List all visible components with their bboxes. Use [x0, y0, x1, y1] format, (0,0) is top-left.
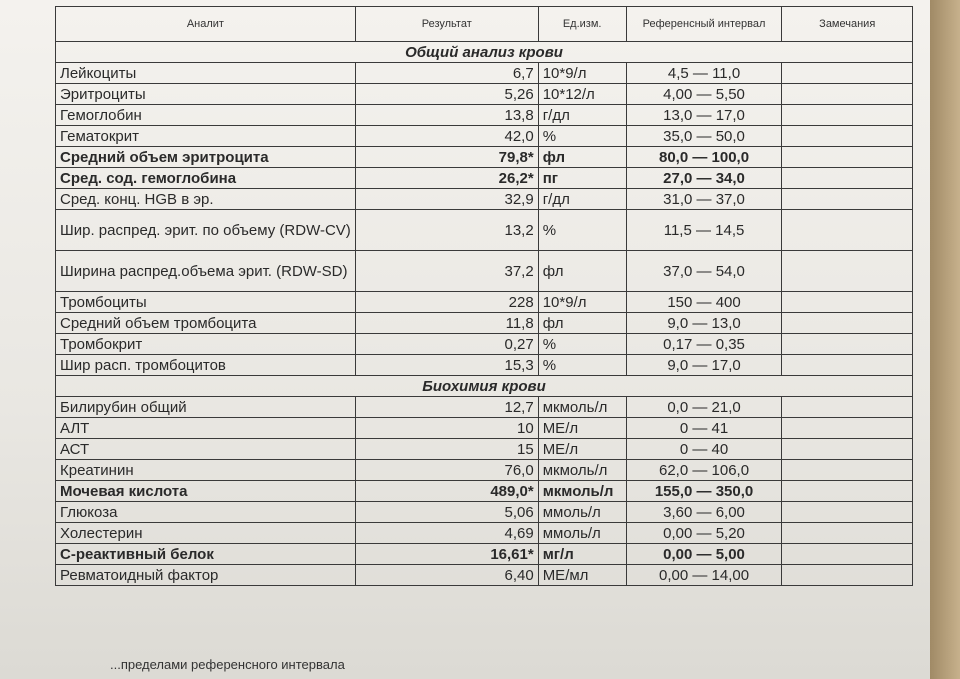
- notes-cell: [782, 168, 913, 189]
- analyte-name: Гемоглобин: [56, 105, 356, 126]
- table-row: [56, 84, 913, 105]
- unit-value: ммоль/л: [538, 502, 626, 523]
- notes-cell: [782, 397, 913, 418]
- table-row: [56, 63, 913, 84]
- analyte-name: Гематокрит: [56, 126, 356, 147]
- notes-cell: [782, 523, 913, 544]
- reference-range: 37,0 — 54,0: [626, 251, 782, 292]
- notes-cell: [782, 355, 913, 376]
- footer-note: ...пределами референсного интервала: [110, 657, 345, 672]
- analyte-name: Ревматоидный фактор: [56, 565, 356, 586]
- notes-cell: [782, 502, 913, 523]
- unit-value: г/дл: [538, 189, 626, 210]
- table-header-row: [56, 7, 913, 42]
- result-value: 76,0: [355, 460, 538, 481]
- table-row: [56, 565, 913, 586]
- notes-cell: [782, 481, 913, 502]
- notes-cell: [782, 84, 913, 105]
- unit-value: %: [538, 334, 626, 355]
- col-result: Результат: [355, 7, 538, 42]
- table-row: [56, 481, 913, 502]
- table-row: [56, 439, 913, 460]
- unit-value: мкмоль/л: [538, 397, 626, 418]
- result-value: 37,2: [355, 251, 538, 292]
- notes-cell: [782, 418, 913, 439]
- unit-value: МЕ/л: [538, 418, 626, 439]
- result-value: 10: [355, 418, 538, 439]
- col-analyte: Аналит: [56, 7, 356, 42]
- unit-value: МЕ/л: [538, 439, 626, 460]
- unit-value: 10*12/л: [538, 84, 626, 105]
- unit-value: фл: [538, 147, 626, 168]
- analyte-name: Эритроциты: [56, 84, 356, 105]
- reference-range: 0 — 41: [626, 418, 782, 439]
- table-row: [56, 544, 913, 565]
- reference-range: 4,00 — 5,50: [626, 84, 782, 105]
- analyte-name: АСТ: [56, 439, 356, 460]
- analyte-name: Креатинин: [56, 460, 356, 481]
- reference-range: 3,60 — 6,00: [626, 502, 782, 523]
- unit-value: %: [538, 126, 626, 147]
- unit-value: пг: [538, 168, 626, 189]
- notes-cell: [782, 210, 913, 251]
- table-body: [56, 42, 913, 586]
- result-value: 0,27: [355, 334, 538, 355]
- notes-cell: [782, 63, 913, 84]
- analyte-name: Сред. конц. HGB в эр.: [56, 189, 356, 210]
- result-value: 4,69: [355, 523, 538, 544]
- result-value: 228: [355, 292, 538, 313]
- notes-cell: [782, 251, 913, 292]
- analyte-name: Лейкоциты: [56, 63, 356, 84]
- analyte-name: Шир. распред. эрит. по объему (RDW-CV): [56, 210, 356, 251]
- table-row: [56, 397, 913, 418]
- notes-cell: [782, 439, 913, 460]
- analyte-name: Ширина распред.объема эрит. (RDW-SD): [56, 251, 356, 292]
- table-row: [56, 313, 913, 334]
- analyte-name: Сред. сод. гемоглобина: [56, 168, 356, 189]
- analyte-name: Тромбоциты: [56, 292, 356, 313]
- result-value: 6,40: [355, 565, 538, 586]
- reference-range: 35,0 — 50,0: [626, 126, 782, 147]
- analyte-name: Средний объем тромбоцита: [56, 313, 356, 334]
- result-value: 26,2*: [355, 168, 538, 189]
- reference-range: 11,5 — 14,5: [626, 210, 782, 251]
- result-value: 79,8*: [355, 147, 538, 168]
- analyte-name: Мочевая кислота: [56, 481, 356, 502]
- table-row: [56, 189, 913, 210]
- col-unit: Ед.изм.: [538, 7, 626, 42]
- result-value: 32,9: [355, 189, 538, 210]
- desk-background: [930, 0, 960, 679]
- reference-range: 13,0 — 17,0: [626, 105, 782, 126]
- table-row: [56, 210, 913, 251]
- reference-range: 31,0 — 37,0: [626, 189, 782, 210]
- section-title: Биохимия крови: [56, 376, 913, 397]
- reference-range: 0,00 — 5,20: [626, 523, 782, 544]
- reference-range: 9,0 — 17,0: [626, 355, 782, 376]
- table-row: [56, 147, 913, 168]
- analyte-name: Билирубин общий: [56, 397, 356, 418]
- notes-cell: [782, 147, 913, 168]
- section-header-row: [56, 376, 913, 397]
- unit-value: мкмоль/л: [538, 481, 626, 502]
- table-row: [56, 523, 913, 544]
- result-value: 42,0: [355, 126, 538, 147]
- analyte-name: Тромбокрит: [56, 334, 356, 355]
- notes-cell: [782, 105, 913, 126]
- unit-value: фл: [538, 251, 626, 292]
- unit-value: МЕ/мл: [538, 565, 626, 586]
- unit-value: фл: [538, 313, 626, 334]
- result-value: 5,06: [355, 502, 538, 523]
- notes-cell: [782, 334, 913, 355]
- notes-cell: [782, 189, 913, 210]
- reference-range: 62,0 — 106,0: [626, 460, 782, 481]
- reference-range: 0,00 — 5,00: [626, 544, 782, 565]
- notes-cell: [782, 544, 913, 565]
- reference-range: 9,0 — 13,0: [626, 313, 782, 334]
- result-value: 13,2: [355, 210, 538, 251]
- notes-cell: [782, 292, 913, 313]
- section-title: Общий анализ крови: [56, 42, 913, 63]
- analyte-name: Глюкоза: [56, 502, 356, 523]
- result-value: 12,7: [355, 397, 538, 418]
- unit-value: %: [538, 355, 626, 376]
- table-row: [56, 105, 913, 126]
- reference-range: 4,5 — 11,0: [626, 63, 782, 84]
- table-row: [56, 460, 913, 481]
- table-row: [56, 502, 913, 523]
- lab-results-table: [55, 6, 913, 586]
- result-value: 15: [355, 439, 538, 460]
- table-row: [56, 126, 913, 147]
- analyte-name: Холестерин: [56, 523, 356, 544]
- analyte-name: АЛТ: [56, 418, 356, 439]
- result-value: 6,7: [355, 63, 538, 84]
- notes-cell: [782, 565, 913, 586]
- notes-cell: [782, 126, 913, 147]
- reference-range: 80,0 — 100,0: [626, 147, 782, 168]
- col-reference: Референсный интервал: [626, 7, 782, 42]
- unit-value: мкмоль/л: [538, 460, 626, 481]
- table-row: [56, 251, 913, 292]
- table-row: [56, 418, 913, 439]
- unit-value: 10*9/л: [538, 63, 626, 84]
- reference-range: 0,17 — 0,35: [626, 334, 782, 355]
- result-value: 15,3: [355, 355, 538, 376]
- analyte-name: Шир расп. тромбоцитов: [56, 355, 356, 376]
- col-notes: Замечания: [782, 7, 913, 42]
- notes-cell: [782, 313, 913, 334]
- table-row: [56, 355, 913, 376]
- reference-range: 155,0 — 350,0: [626, 481, 782, 502]
- reference-range: 0 — 40: [626, 439, 782, 460]
- unit-value: г/дл: [538, 105, 626, 126]
- result-value: 5,26: [355, 84, 538, 105]
- table-row: [56, 168, 913, 189]
- reference-range: 0,0 — 21,0: [626, 397, 782, 418]
- result-value: 11,8: [355, 313, 538, 334]
- table-row: [56, 292, 913, 313]
- unit-value: ммоль/л: [538, 523, 626, 544]
- notes-cell: [782, 460, 913, 481]
- analyte-name: С-реактивный белок: [56, 544, 356, 565]
- reference-range: 27,0 — 34,0: [626, 168, 782, 189]
- unit-value: 10*9/л: [538, 292, 626, 313]
- table-row: [56, 334, 913, 355]
- section-header-row: [56, 42, 913, 63]
- unit-value: мг/л: [538, 544, 626, 565]
- unit-value: %: [538, 210, 626, 251]
- result-value: 489,0*: [355, 481, 538, 502]
- result-value: 16,61*: [355, 544, 538, 565]
- result-value: 13,8: [355, 105, 538, 126]
- reference-range: 150 — 400: [626, 292, 782, 313]
- reference-range: 0,00 — 14,00: [626, 565, 782, 586]
- analyte-name: Средний объем эритроцита: [56, 147, 356, 168]
